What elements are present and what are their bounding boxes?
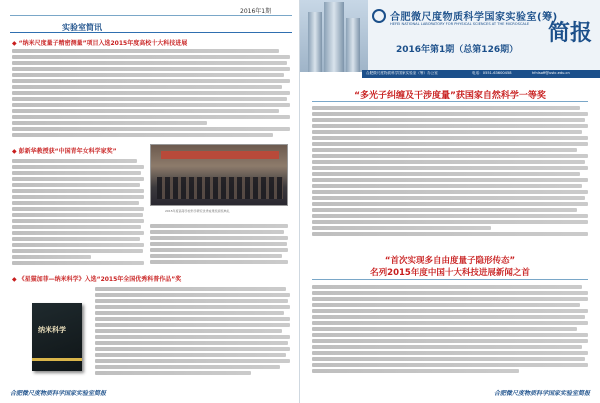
article-title-2[interactable] xyxy=(12,146,117,155)
book-cover-title: 纳米科学 xyxy=(38,326,66,334)
article-body-3 xyxy=(95,285,290,381)
masthead-title: 简报 xyxy=(548,20,593,46)
headline-2-line-2[interactable]: 名列2015年度中国十大科技进展新闻之首 xyxy=(370,268,530,278)
article-title-2-text: 彭新华教授获“中国青年女科学家奖” xyxy=(18,148,117,155)
right-footer: 合肥微尺度物质科学国家实验室简报 xyxy=(493,390,590,397)
building-image xyxy=(300,0,368,72)
header-divider xyxy=(10,15,292,16)
tower-shape xyxy=(308,12,322,72)
bullet-icon: ◆ xyxy=(12,40,17,47)
tower-shape xyxy=(346,18,360,72)
article-title-3[interactable] xyxy=(12,274,181,283)
section-title: 实验室简讯 xyxy=(62,23,102,32)
headline-2-line-1[interactable]: “首次实现多自由度量子隐形传态” xyxy=(384,256,516,266)
masthead xyxy=(300,0,600,72)
article-title-1[interactable] xyxy=(12,38,187,47)
right-page xyxy=(300,0,600,403)
article-title-3-text: 《星猫加菲—纳米科学》入选“2015年全国优秀科普作品”奖 xyxy=(18,276,182,283)
bullet-icon: ◆ xyxy=(12,276,17,283)
headline-1[interactable]: “多光子纠缠及干涉度量”获国家自然科学一等奖 xyxy=(354,91,546,101)
book-stripe xyxy=(32,358,82,361)
contact-email[interactable]: hfnlsoff@ustc.edu.cn xyxy=(532,71,570,75)
article-body-2 xyxy=(12,157,144,271)
book-cover-image xyxy=(32,303,82,371)
article-body-1 xyxy=(12,47,290,143)
contact-phone: 电话：0551-63600458 xyxy=(472,71,512,75)
lab-logo-icon xyxy=(372,9,386,23)
left-issue-label: 2016年1期 xyxy=(240,8,272,15)
contact-editor: 合肥微尺度物质科学国家实验室（筹）办公室 xyxy=(366,71,438,75)
photo-people xyxy=(157,177,283,199)
lab-name-en: HEFEI NATIONAL LABORATORY FOR PHYSICAL SCIENCES AT THE MICROSCALE xyxy=(390,22,530,26)
award-ceremony-photo xyxy=(150,144,288,206)
contact-bar xyxy=(362,70,600,78)
section-bar xyxy=(10,20,292,33)
headline-divider xyxy=(312,279,588,280)
issue-number: 2016年第1期（总第126期） xyxy=(396,45,519,55)
headline-1-body xyxy=(312,104,588,240)
tower-shape xyxy=(324,2,344,72)
bullet-icon: ◆ xyxy=(12,148,17,155)
photo-caption: 2015年度高等学校科学研究优秀成果奖颁奖典礼 xyxy=(165,209,230,213)
article-body-2b xyxy=(150,222,288,270)
article-title-1-text: “纳米尺度量子精密测量”项目入选2015年度高校十大科技进展 xyxy=(18,40,188,47)
headline-2-body xyxy=(312,283,588,383)
photo-banner xyxy=(161,151,279,159)
left-footer: 合肥微尺度物质科学国家实验室简报 xyxy=(10,390,107,397)
lab-name-cn: 合肥微尺度物质科学国家实验室(筹) xyxy=(390,12,558,23)
headline-divider xyxy=(312,101,588,102)
